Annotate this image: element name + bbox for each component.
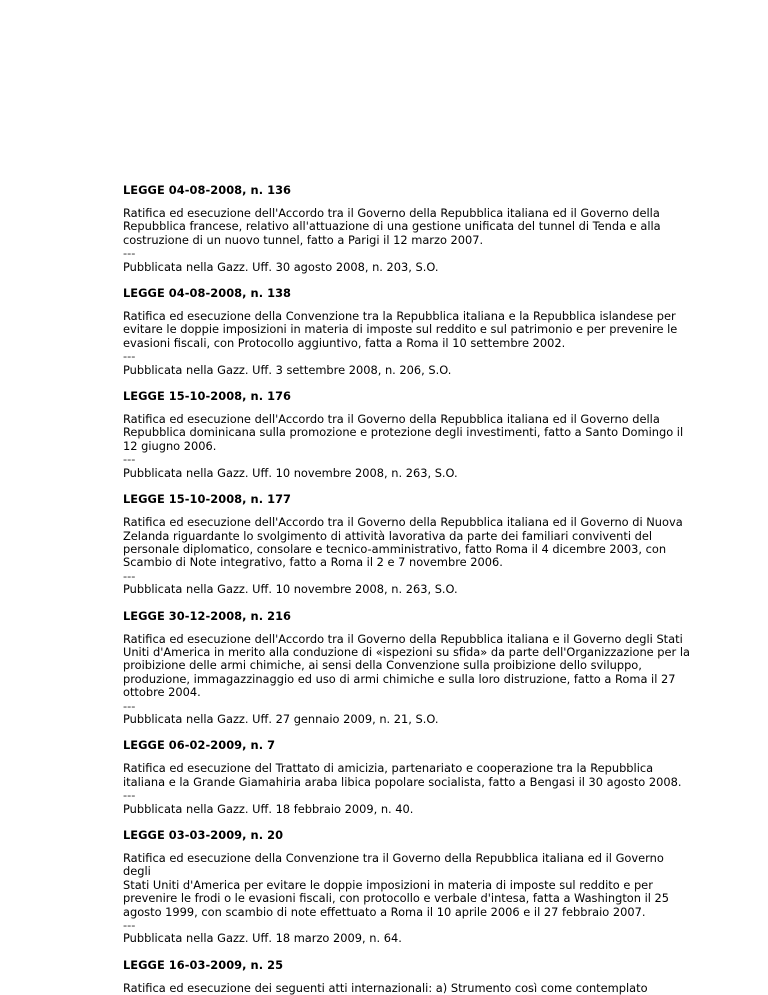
description-line: Stati Uniti d'America per evitare le doppie imposizioni in materia di imposte sul reddito e per	[123, 877, 653, 892]
law-description	[123, 852, 693, 919]
law-entry	[123, 958, 693, 995]
description-line: prevenire le frodi o le evasioni fiscali, con protocollo e verbale d'intesa, fatta a Washington il 25	[123, 891, 670, 906]
description-line: evitare le doppie imposizioni in materia di imposte sul reddito e sul patrimonio e per prevenire le	[123, 322, 678, 337]
law-entry	[123, 492, 693, 596]
law-entry	[123, 609, 693, 727]
description-line: ottobre 2004.	[123, 685, 201, 700]
separator: ---	[123, 452, 136, 467]
law-title: LEGGE 04-08-2008, n. 138	[123, 286, 292, 301]
law-title: LEGGE 06-02-2009, n. 7	[123, 738, 276, 753]
law-entry	[123, 828, 693, 946]
separator: ---	[123, 246, 136, 261]
description-line: costruzione di un nuovo tunnel, fatto a Parigi il 12 marzo 2007.	[123, 232, 484, 247]
description-line: Ratifica ed esecuzione del Trattato di amicizia, partenariato e cooperazione tra la Repubblica	[123, 761, 654, 776]
law-title: LEGGE 04-08-2008, n. 136	[123, 183, 292, 197]
separator: ---	[123, 788, 136, 803]
law-title: LEGGE 16-03-2009, n. 25	[123, 957, 284, 972]
law-entry	[123, 738, 693, 816]
law-description	[123, 633, 693, 700]
document-page	[123, 183, 693, 995]
separator: ---	[123, 918, 136, 933]
description-line: produzione, immagazzinaggio ed uso di armi chimiche e sulla loro distruzione, fatto a Roma il 27	[123, 671, 676, 686]
law-description	[123, 516, 693, 570]
law-entry	[123, 286, 693, 377]
law-entry	[123, 389, 693, 480]
description-line: proibizione delle armi chimiche, ai sensi della Convenzione sulla proibizione dello sviluppo,	[123, 658, 642, 673]
description-line: Ratifica ed esecuzione dell'Accordo tra il Governo della Repubblica italiana ed il Governo di Nuova	[123, 515, 683, 530]
description-line: Ratifica ed esecuzione dei seguenti atti internazionali: a) Strumento così come contemplato	[123, 980, 648, 995]
law-description	[123, 310, 693, 350]
description-line: italiana e la Grande Giamahiria araba libica popolare socialista, fatto a Bengasi il 30 agosto 2008.	[123, 774, 682, 789]
description-line: Repubblica dominicana sulla promozione e protezione degli investimenti, fatto a Santo Domingo il	[123, 425, 684, 440]
description-line: 12 giugno 2006.	[123, 438, 217, 453]
separator: ---	[123, 349, 136, 364]
description-line: personale diplomatico, consolare e tecnico-amministrativo, fatto Roma il 4 dicembre 2003, con	[123, 541, 667, 556]
publication-note: Pubblicata nella Gazz. Uff. 27 gennaio 2009, n. 21, S.O.	[123, 711, 439, 726]
description-line: Ratifica ed esecuzione dell'Accordo tra il Governo della Repubblica italiana e il Governo degli Stati	[123, 631, 683, 646]
description-line: evasioni fiscali, con Protocollo aggiuntivo, fatta a Roma il 10 settembre 2002.	[123, 335, 566, 350]
description-line: Ratifica ed esecuzione dell'Accordo tra il Governo della Repubblica italiana ed il Governo della	[123, 206, 660, 220]
separator: ---	[123, 568, 136, 583]
publication-note: Pubblicata nella Gazz. Uff. 30 agosto 2008, n. 203, S.O.	[123, 259, 439, 274]
law-title: LEGGE 03-03-2009, n. 20	[123, 828, 284, 842]
law-title: LEGGE 30-12-2008, n. 216	[123, 608, 292, 623]
description-line: Ratifica ed esecuzione della Convenzione tra il Governo della Repubblica italiana ed il Governo degli	[123, 851, 664, 879]
publication-note: Pubblicata nella Gazz. Uff. 10 novembre 2008, n. 263, S.O.	[123, 582, 458, 597]
description-line: Zelanda riguardante lo svolgimento di attività lavorativa da parte dei familiari conviventi del	[123, 528, 653, 543]
description-line: agosto 1999, con scambio di note effettuato a Roma il 10 aprile 2006 e il 27 febbraio 2007.	[123, 904, 646, 919]
publication-note: Pubblicata nella Gazz. Uff. 18 marzo 2009, n. 64.	[123, 931, 402, 946]
law-description	[123, 762, 693, 789]
description-line: Scambio di Note integrativo, fatto a Roma il 2 e 7 novembre 2006.	[123, 555, 503, 570]
separator: ---	[123, 698, 136, 713]
law-title: LEGGE 15-10-2008, n. 177	[123, 492, 292, 507]
description-line: Uniti d'America in merito alla conduzione di «ispezioni su sfida» da parte dell'Organizzazione per la	[123, 644, 690, 659]
description-line: Ratifica ed esecuzione della Convenzione tra la Repubblica italiana e la Repubblica islandese per	[123, 309, 676, 324]
law-description	[123, 413, 693, 453]
law-entry	[123, 183, 693, 274]
law-title: LEGGE 15-10-2008, n. 176	[123, 389, 292, 404]
description-line: Repubblica francese, relativo all'attuazione di una gestione unificata del tunnel di Tenda e alla	[123, 219, 661, 234]
law-description	[123, 207, 693, 247]
publication-note: Pubblicata nella Gazz. Uff. 10 novembre 2008, n. 263, S.O.	[123, 465, 458, 480]
publication-note: Pubblicata nella Gazz. Uff. 3 settembre 2008, n. 206, S.O.	[123, 362, 452, 377]
publication-note: Pubblicata nella Gazz. Uff. 18 febbraio 2009, n. 40.	[123, 801, 414, 816]
law-description	[123, 982, 693, 995]
description-line: Ratifica ed esecuzione dell'Accordo tra il Governo della Repubblica italiana ed il Governo della	[123, 412, 660, 427]
